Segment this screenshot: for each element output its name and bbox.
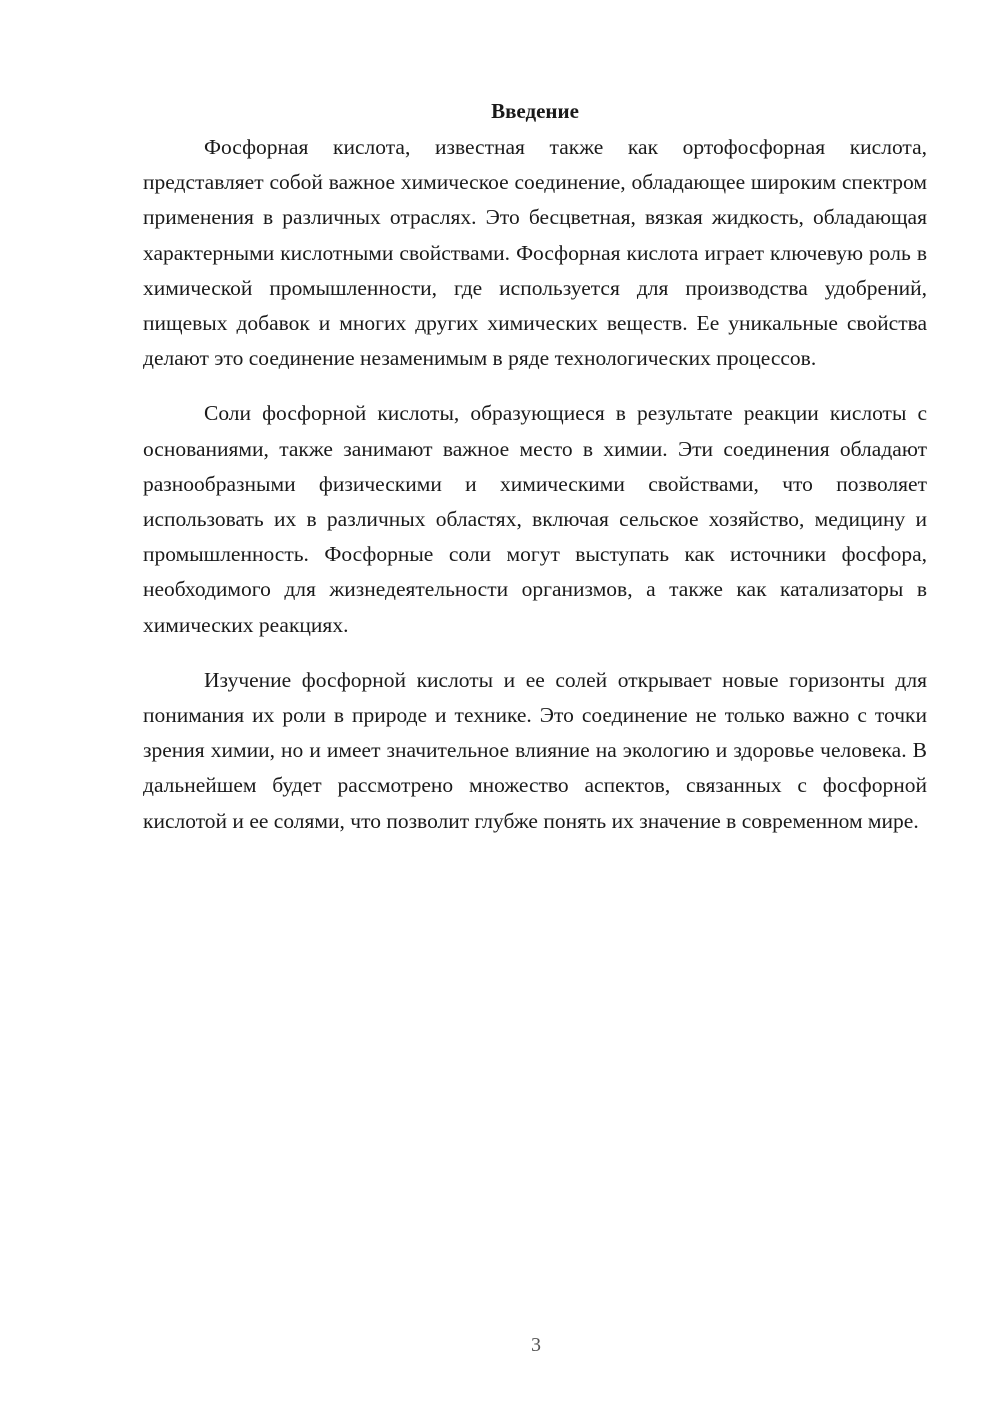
section-heading: Введение (491, 99, 579, 123)
document-body (143, 96, 927, 859)
paragraph-2: Соли фосфорной кислоты, образующиеся в результате реакции кислоты с основаниями, также занимают важное место в химии. Эти соединения обладают разнообразными физическими и химическими свойствами, что позволяет использовать их в различных областях, включая сельское хозяйство, медицину и промышленность. Фосфорные соли могут выступать как источники фосфора, необходимого для жизнедеятельности организмов, а также как катализаторы в химических реакциях. (143, 401, 927, 637)
paragraph-3: Изучение фосфорной кислоты и ее солей открывает новые горизонты для понимания их роли в природе и технике. Это соединение не только важно с точки зрения химии, но и имеет значительное влияние на экологию и здоровье человека. В дальнейшем будет рассмотрено множество аспектов, связанных с фосфорной кислотой и ее солями, что позволит глубже понять их значение в современном мире. (143, 667, 927, 833)
paragraph-1: Фосфорная кислота, известная также как ортофосфорная кислота, представляет собой важное химическое соединение, обладающее широким спектром применения в различных отраслях. Это бесцветная, вязкая жидкость, обладающая характерными кислотными свойствами. Фосфорная кислота играет ключевую роль в химической промышленности, где используется для производства удобрений, пищевых добавок и многих других химических веществ. Ее уникальные свойства делают это соединение незаменимым в ряде технологических процессов. (143, 135, 927, 371)
page-number: 3 (531, 1334, 541, 1356)
